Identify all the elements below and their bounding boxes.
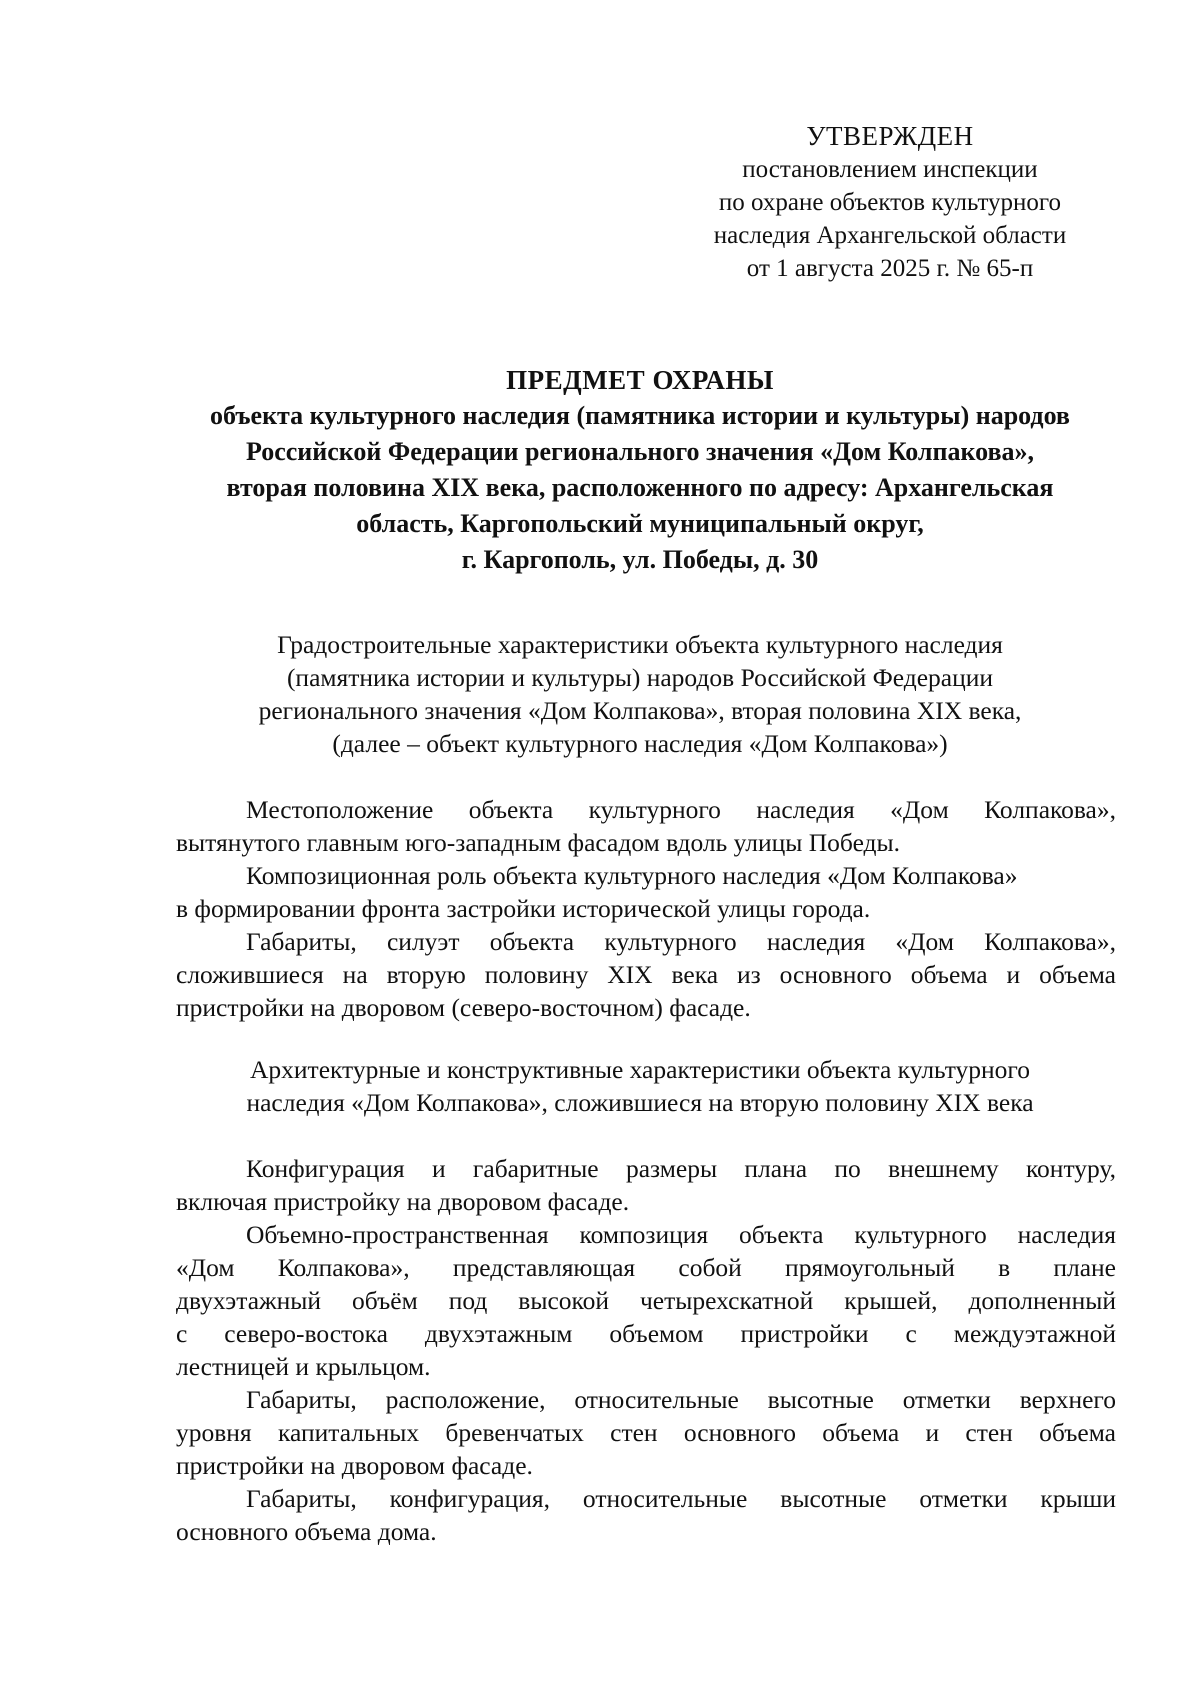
paragraph [176,859,1116,925]
section-heading-line: наследия «Дом Колпакова», сложившиеся на вторую половину XIX века [246,1088,1034,1117]
section-heading-line: Архитектурные и конструктивные характеристики объекта культурного [249,1055,1030,1084]
paragraph [176,1152,1116,1218]
paragraph-line: основного объема дома. [176,1517,437,1546]
paragraph [176,925,1116,1024]
title-line: Российской Федерации регионального значения «Дом Колпакова», [245,437,1035,466]
approval-stamp [660,120,1120,285]
title-line: объекта культурного наследия (памятника истории и культуры) народов [210,401,1070,430]
paragraph-line: двухэтажный объём под высокой четырехскатной крышей, дополненный [176,1286,1116,1315]
section-body-architecture [176,1152,1116,1548]
section-heading-urban [150,628,1130,760]
approval-line: по охране объектов культурного [718,189,1062,216]
paragraph-line: включая пристройку на дворовом фасаде. [176,1187,630,1216]
document-title [150,362,1130,578]
paragraph-line: Конфигурация и габаритные размеры плана по внешнему контуру, [246,1154,1116,1183]
paragraph-line: пристройки на дворовом (северо-восточном) фасаде. [176,993,751,1022]
section-heading-line: (памятника истории и культуры) народов Российской Федерации [286,663,994,692]
section-heading-line: регионального значения «Дом Колпакова», вторая половина XIX века, [258,696,1022,725]
paragraph-line: с северо-востока двухэтажным объемом пристройки с междуэтажной [176,1319,1116,1348]
paragraph [176,1218,1116,1383]
paragraph-line: Местоположение объекта культурного наследия «Дом Колпакова», [246,795,1116,824]
paragraph-line: Габариты, силуэт объекта культурного наследия «Дом Колпакова», [246,927,1116,956]
paragraph-line: Объемно-пространственная композиция объекта культурного наследия [246,1220,1116,1249]
paragraph-line: «Дом Колпакова», представляющая собой прямоугольный в плане [176,1253,1116,1282]
paragraph-line: Габариты, расположение, относительные высотные отметки верхнего [246,1385,1116,1414]
paragraph-line: Композиционная роль объекта культурного наследия «Дом Колпакова» [246,861,1018,890]
title-line: область, Каргопольский муниципальный округ, [356,509,924,538]
paragraph [176,1383,1116,1482]
title-address: г. Каргополь, ул. Победы, д. 30 [461,545,819,574]
paragraph-line: лестницей и крыльцом. [176,1352,431,1381]
approval-date-number: от 1 августа 2025 г. № 65-п [746,255,1034,282]
paragraph-line: в формировании фронта застройки исторической улицы города. [176,894,871,923]
paragraph-line: сложившиеся на вторую половину XIX века из основного объема и объема [176,960,1116,989]
approval-heading: УТВЕРЖДЕН [806,121,974,151]
section-heading-architecture [150,1053,1130,1119]
section-body-urban [176,793,1116,1024]
section-heading-line: (далее – объект культурного наследия «Дом Колпакова») [332,729,948,758]
paragraph-line: пристройки на дворовом фасаде. [176,1451,533,1480]
paragraph-line: уровня капитальных бревенчатых стен основного объема и стен объема [176,1418,1116,1447]
paragraph-line: Габариты, конфигурация, относительные высотные отметки крыши [246,1484,1116,1513]
paragraph [176,1482,1116,1548]
section-heading-line: Градостроительные характеристики объекта культурного наследия [277,630,1003,659]
paragraph [176,793,1116,859]
approval-line: наследия Архангельской области [713,222,1067,249]
approval-line: постановлением инспекции [742,156,1038,183]
paragraph-line: вытянутого главным юго-западным фасадом вдоль улицы Победы. [176,828,901,857]
title-line: вторая половина XIX века, расположенного по адресу: Архангельская [226,473,1054,502]
title-main: ПРЕДМЕТ ОХРАНЫ [506,365,774,395]
